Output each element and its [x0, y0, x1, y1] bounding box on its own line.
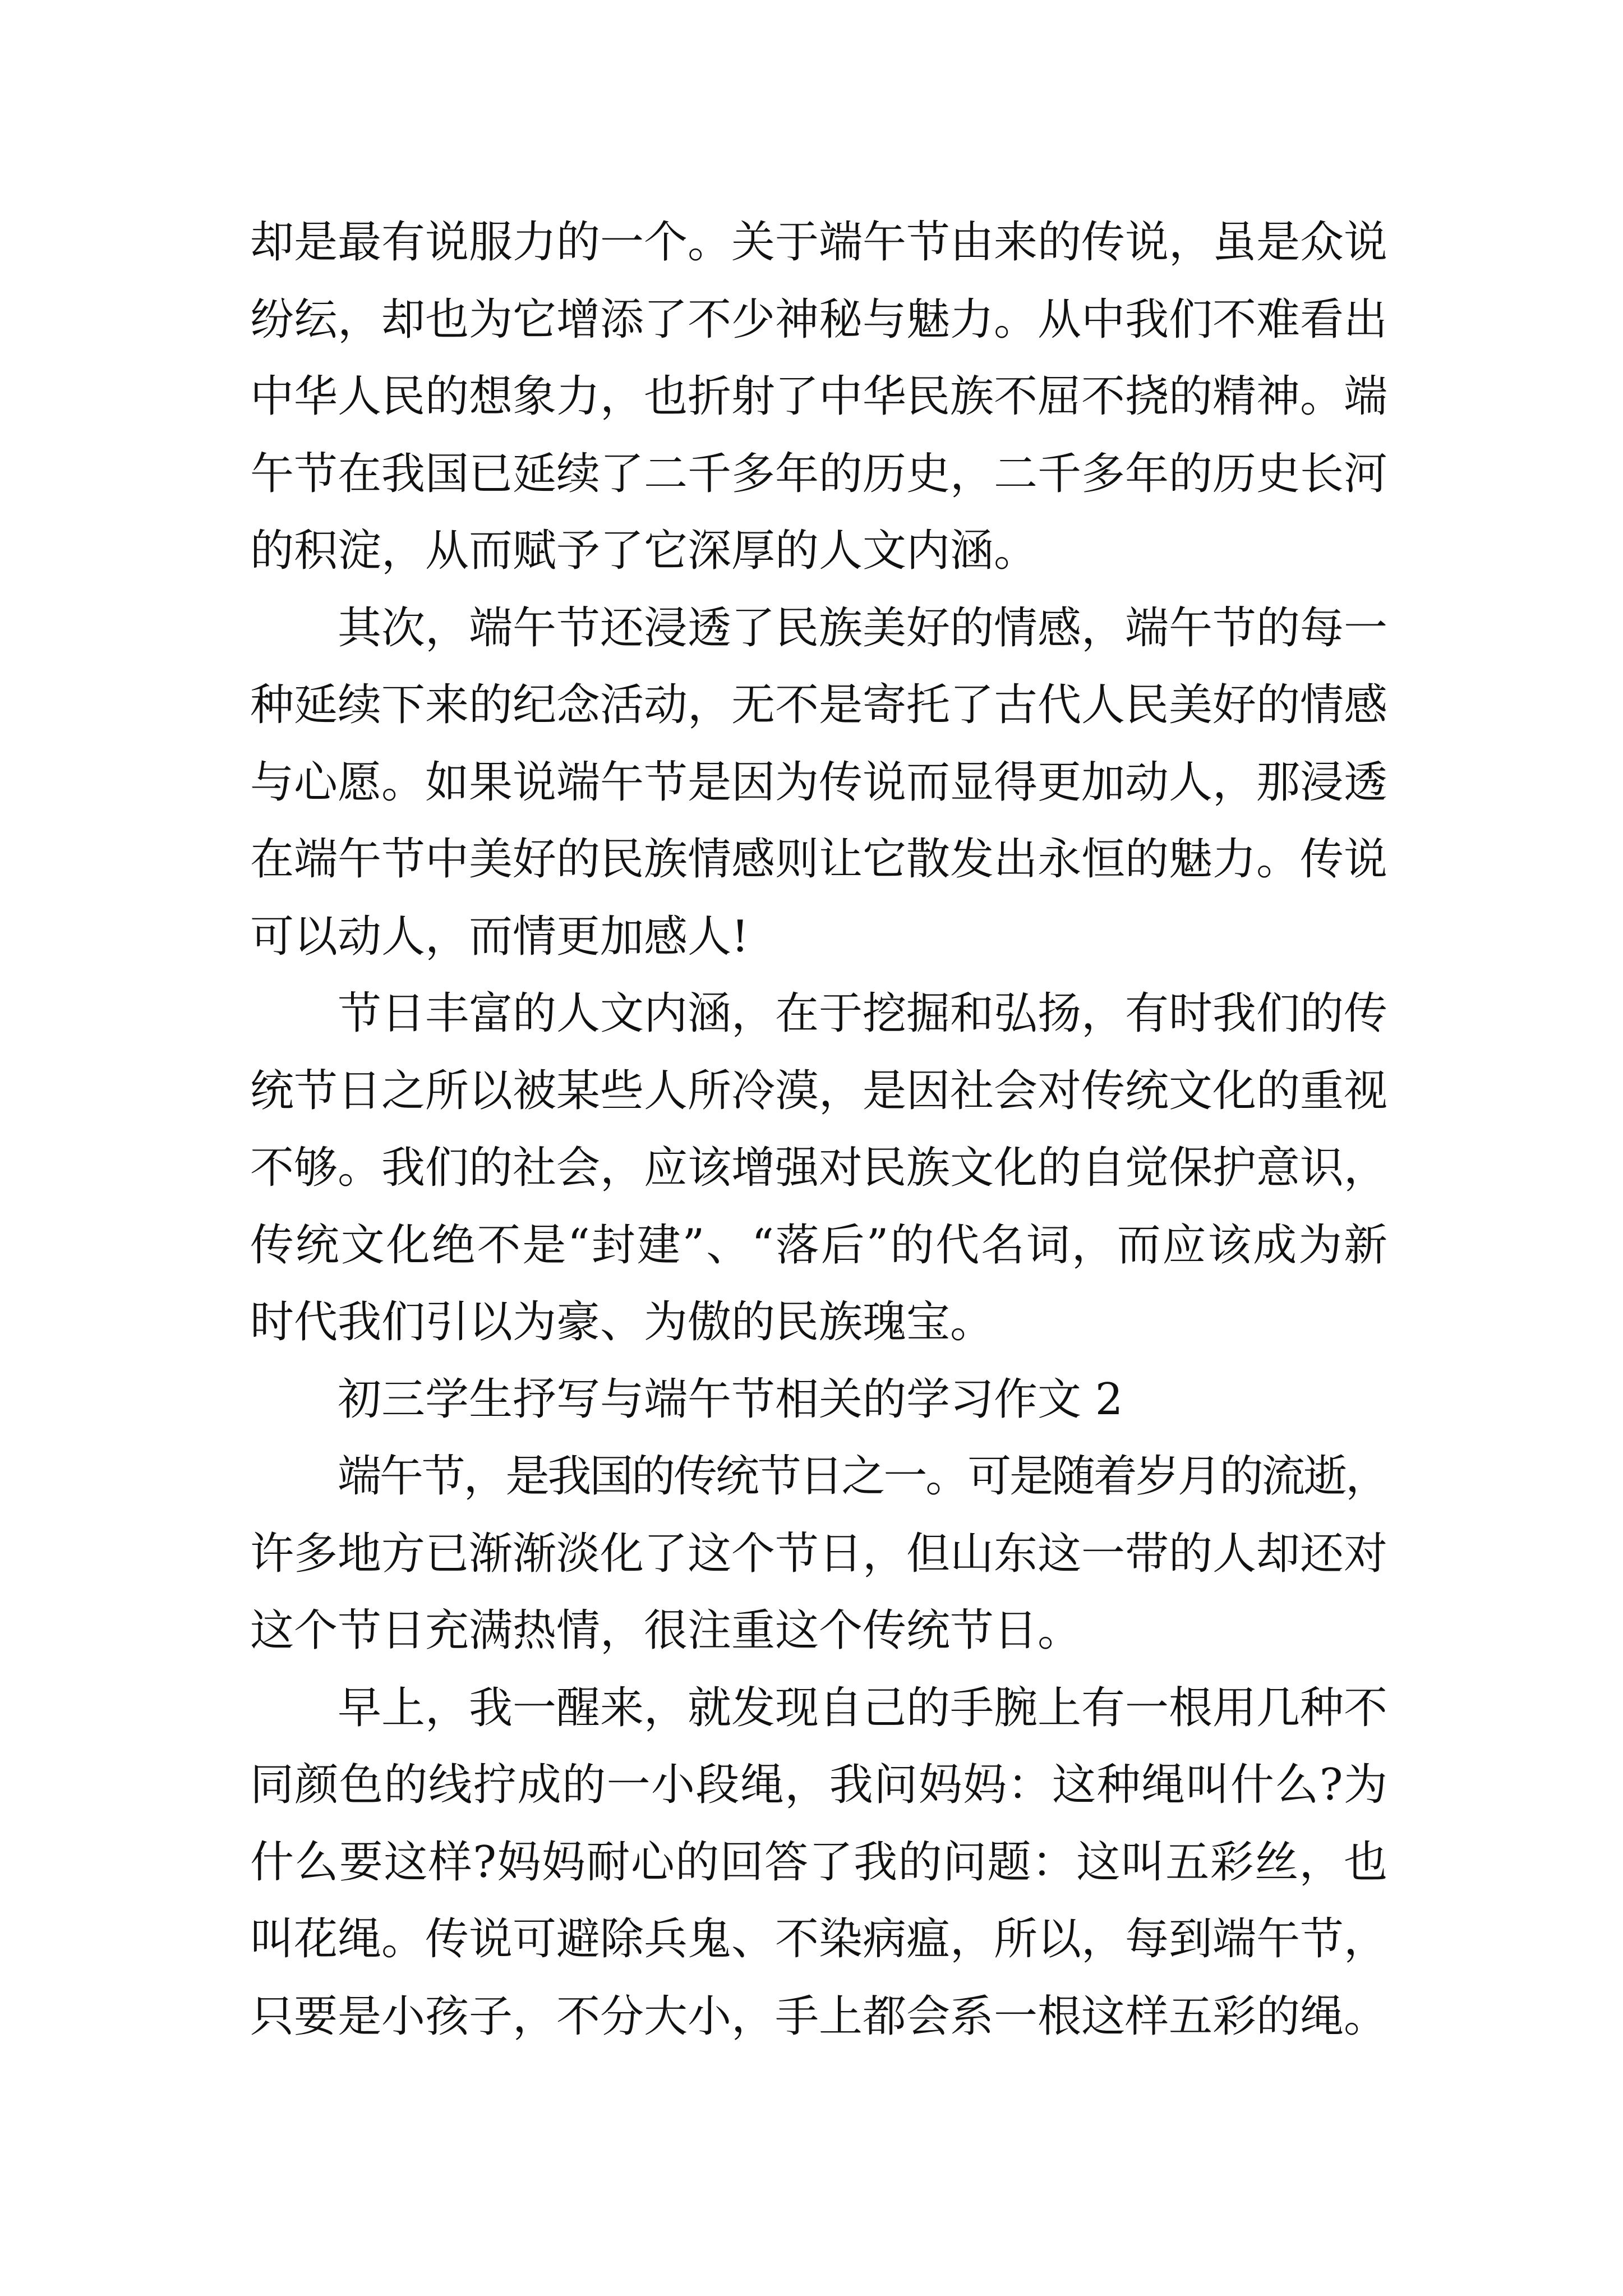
paragraph — [250, 204, 1387, 590]
document-body — [250, 204, 1387, 2055]
text-line: 端午节，是我国的传统节日之一。可是随着岁月的流逝， — [338, 1451, 1387, 1502]
text-line: 统节日之所以被某些人所冷漠，是因社会对传统文化的重视 — [250, 1065, 1387, 1116]
text-line: 在端午节中美好的民族情感则让它散发出永恒的魅力。传说 — [250, 834, 1387, 885]
text-line: 这个节日充满热情，很注重这个传统节日。 — [250, 1605, 1082, 1656]
text-line: 的积淀，从而赋予了它深厚的人文内涵。 — [250, 526, 1038, 576]
text-line: 可以动人，而情更加感人! — [250, 911, 749, 962]
text-line: 传统文化绝不是“封建”、“落后”的代名词，而应该成为新 — [250, 1220, 1387, 1271]
text-line: 时代我们引以为豪、为傲的民族瑰宝。 — [250, 1297, 994, 1347]
text-line: 却是最有说服力的一个。关于端午节由来的传说，虽是众说 — [250, 217, 1387, 268]
text-line: 与心愿。如果说端午节是因为传说而显得更加动人，那浸透 — [250, 757, 1387, 808]
text-line: 其次，端午节还浸透了民族美好的情感，端午节的每一 — [338, 602, 1387, 654]
text-line: 午节在我国已延续了二千多年的历史，二千多年的历史长河 — [250, 448, 1387, 499]
text-line: 早上，我一醒来，就发现自己的手腕上有一根用几种不 — [338, 1682, 1387, 1733]
paragraph — [250, 1438, 1387, 1670]
text-line: 不够。我们的社会，应该增强对民族文化的自觉保护意识， — [250, 1143, 1387, 1193]
text-line: 什么要这样?妈妈耐心的回答了我的问题：这叫五彩丝，也 — [250, 1837, 1387, 1888]
text-line: 纷纭，却也为它增添了不少神秘与魅力。从中我们不难看出 — [250, 294, 1387, 345]
paragraph — [250, 976, 1387, 1361]
text-line: 同颜色的线拧成的一小段绳，我问妈妈：这种绳叫什么?为 — [250, 1760, 1387, 1810]
text-line: 许多地方已渐渐淡化了这个节日，但山东这一带的人却还对 — [250, 1528, 1387, 1579]
text-line: 节日丰富的人文内涵，在于挖掘和弘扬，有时我们的传 — [338, 988, 1387, 1039]
text-line: 中华人民的想象力，也折射了中华民族不屈不挠的精神。端 — [250, 371, 1387, 422]
paragraph — [250, 1670, 1387, 2056]
paragraph — [250, 590, 1387, 976]
essay-title — [250, 1361, 1387, 1439]
text-line: 只要是小孩子，不分大小，手上都会系一根这样五彩的绳。 — [250, 1991, 1387, 2042]
text-line: 叫花绳。传说可避除兵鬼、不染病瘟，所以，每到端午节， — [250, 1914, 1387, 1964]
essay-title-text: 初三学生抒写与端午节相关的学习作文 2 — [338, 1374, 1123, 1425]
text-line: 种延续下来的纪念活动，无不是寄托了古代人民美好的情感 — [250, 680, 1387, 730]
